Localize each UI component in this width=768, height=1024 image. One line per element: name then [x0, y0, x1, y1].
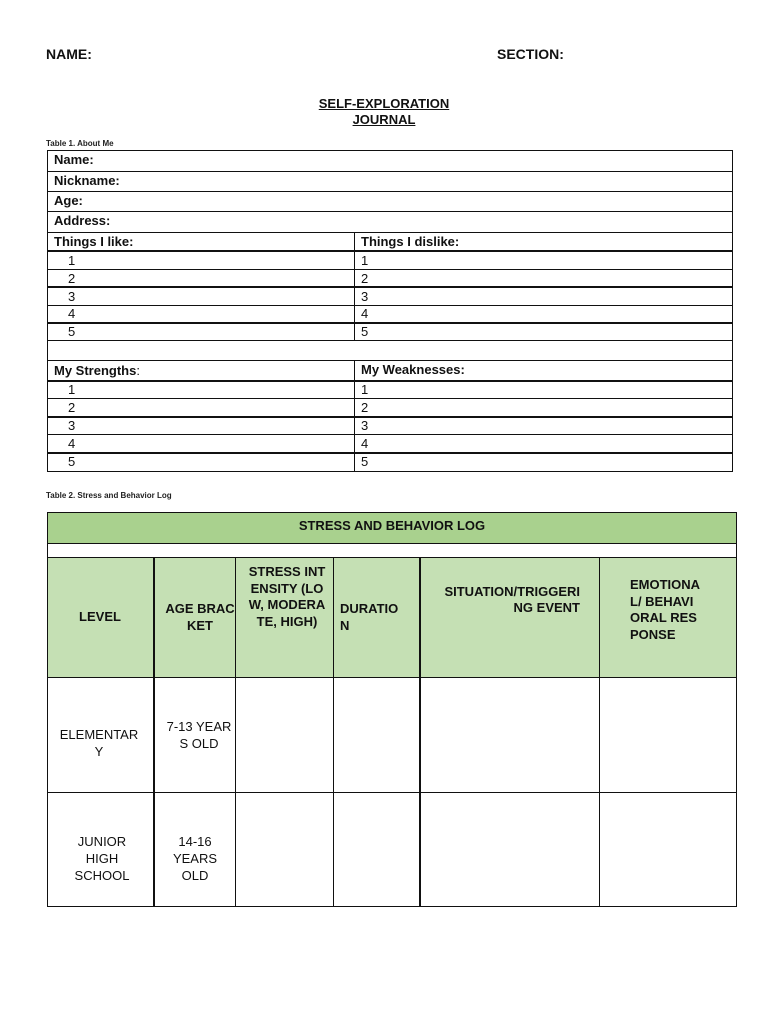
table1-caption: Table 1. About Me [46, 139, 114, 148]
header-emotional-behavioral-response: EMOTIONAL/ BEHAVIORAL RESPONSE [630, 577, 701, 642]
dislike-item: 4 [361, 306, 369, 321]
strength-item: 3 [68, 418, 76, 433]
table2-caption: Table 2. Stress and Behavior Log [46, 491, 172, 500]
dislike-item: 1 [361, 253, 369, 268]
dislike-item: 3 [361, 289, 369, 304]
field-nickname-label: Nickname: [54, 173, 120, 188]
weakness-item: 4 [361, 436, 369, 451]
strength-item: 2 [68, 400, 76, 415]
like-item: 5 [68, 324, 76, 339]
like-item: 4 [68, 306, 76, 321]
section-label: SECTION: [497, 46, 564, 62]
row-junior-high-age: 14-16 YEARS OLD [172, 834, 218, 883]
row-elementary-age: 7-13 YEARS OLD [166, 719, 232, 751]
header-level: LEVEL [79, 609, 121, 624]
header-stress-intensity: STRESS INTENSITY (LOW, MODERATE, HIGH) [248, 564, 326, 629]
journal-title-line2: JOURNAL [352, 112, 416, 127]
like-item: 2 [68, 271, 76, 286]
dislike-item: 2 [361, 271, 369, 286]
weakness-item: 2 [361, 400, 369, 415]
name-label: NAME: [46, 46, 92, 62]
like-item: 3 [68, 289, 76, 304]
dislike-item: 5 [361, 324, 369, 339]
about-me-table [47, 150, 733, 472]
strength-item: 4 [68, 436, 76, 451]
field-age-label: Age: [54, 193, 83, 208]
row-elementary-level: ELEMENTARY [59, 727, 139, 759]
header-duration: DURATION [340, 601, 399, 633]
journal-title-line1: SELF-EXPLORATION [318, 96, 450, 111]
weakness-item: 3 [361, 418, 369, 433]
header-situation: SITUATION/TRIGGERING EVENT [444, 584, 580, 615]
header-age-bracket: AGE BRACKET [165, 601, 235, 633]
strength-item: 5 [68, 454, 76, 469]
my-strengths-label: My Strengths [54, 363, 137, 378]
field-name-label: Name: [54, 152, 94, 167]
row-junior-high-level: JUNIOR HIGH SCHOOL [74, 834, 130, 883]
things-i-dislike-header: Things I dislike: [361, 234, 460, 249]
my-weaknesses-header: My Weaknesses: [361, 362, 465, 377]
like-item: 1 [68, 253, 76, 268]
my-strengths-header [54, 362, 140, 380]
field-address-label: Address: [54, 213, 111, 228]
weakness-item: 5 [361, 454, 369, 469]
things-i-like-header: Things I like: [54, 234, 134, 249]
stress-log-title: STRESS AND BEHAVIOR LOG [298, 518, 486, 533]
stress-behavior-log-table [47, 512, 737, 907]
strength-item: 1 [68, 382, 76, 397]
my-strengths-colon: : [136, 363, 140, 378]
weakness-item: 1 [361, 382, 369, 397]
